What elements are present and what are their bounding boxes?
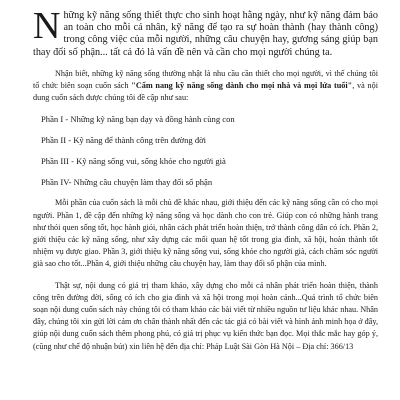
book-intro-after: , và nội dung cuốn sách được chúng tôi đề cập như sau: — [33, 81, 378, 103]
part-3-item: Phần III - Kỹ năng sống vui, sống khỏe cho người già — [41, 156, 226, 167]
part-2-item: Phần II - Kỹ năng để thành công trên đường đời — [41, 135, 207, 146]
book-intro-paragraph — [33, 68, 378, 105]
book-title: "Cẩm nang kỹ năng sống dành cho mọi nhà và mọi lứa tuổi" — [131, 81, 353, 91]
intro-text: hững kỹ năng sống thiết thực cho sinh hoạt hằng ngày, như kỹ năng đảm bảo an toàn cho mỗi cá nhân, kỹ năng để tạo ra sự hoàn thành (hay thành công) trong công việc của mỗi người, những câu chuyện hay, gương sáng giúp bạn thay đổi số phận... tất cả đó là vấn đề nên và cần cho mọi người chúng ta. — [33, 10, 378, 58]
drop-cap-letter: N — [33, 5, 61, 47]
parts-summary-paragraph: Mỗi phần của cuốn sách là mỗi chủ đề khác nhau, giới thiệu đến các kỹ năng sống cần có cho mọi người. Phần 1, đề cập đến những kỹ năng sống và học dành cho con trẻ. Giúp con có những hành trang như thói quen sống tốt, học hành giỏi, nhân cách phát triển hoàn thiện, trở thành công dân có ích. Phần 2, giới thiệu các kỹ năng sống, như xây dựng các mối quan hệ tốt trong gia đình, xã hội, hoàn thành tốt nhiệm vụ được giao. Phần 3, giới thiệu kỹ năng sống vui, sống khỏe cho người già, cách chăm sóc người già sao cho tốt...Phần 4, giới thiệu những câu chuyện hay, làm thay đổi số phận của mình. — [33, 198, 378, 269]
part-4-item: Phần IV- Những câu chuyện làm thay đổi số phận — [41, 177, 213, 188]
closing-paragraph: Thật sự, nội dung có giá trị tham khảo, xây dựng cho mỗi cá nhân phát triển hoàn thiện, thành công trên đường đời, sống có ích cho gia đình và xã hội trong mọi hoàn cảnh...Quá trình tổ chức biên soạn nội dung cuốn sách này chúng tôi có tham khảo các bài viết từ nhiều nguồn tư liệu khác nhau. Nhân đây, chúng tôi xin gửi lời cảm ơn chân thành nhất đến các tác giả có bài viết và hình ảnh minh họa ở đây, giúp nội dung cuốn sách thêm phong phú, có giá trị phục vụ kiến thức bạn đọc. Mọi thắc mắc hay góp ý, (cũng như chế độ nhuận bút) xin liên hệ đến địa chỉ: Pháp Luật Sài Gòn Hà Nội – Địa chỉ: 366/13 — [33, 280, 378, 351]
part-1-item: Phần I - Những kỹ năng bạn dạy và đồng hành cùng con — [41, 114, 235, 125]
document-body — [33, 5, 378, 362]
intro-paragraph — [33, 5, 378, 59]
book-intro-before: Nhận biết, những kỹ năng sống thường nhật là nhu cầu cần thiết cho mọi người, vì thế chúng tôi tổ chức biên soạn cuốn sách — [33, 68, 378, 91]
